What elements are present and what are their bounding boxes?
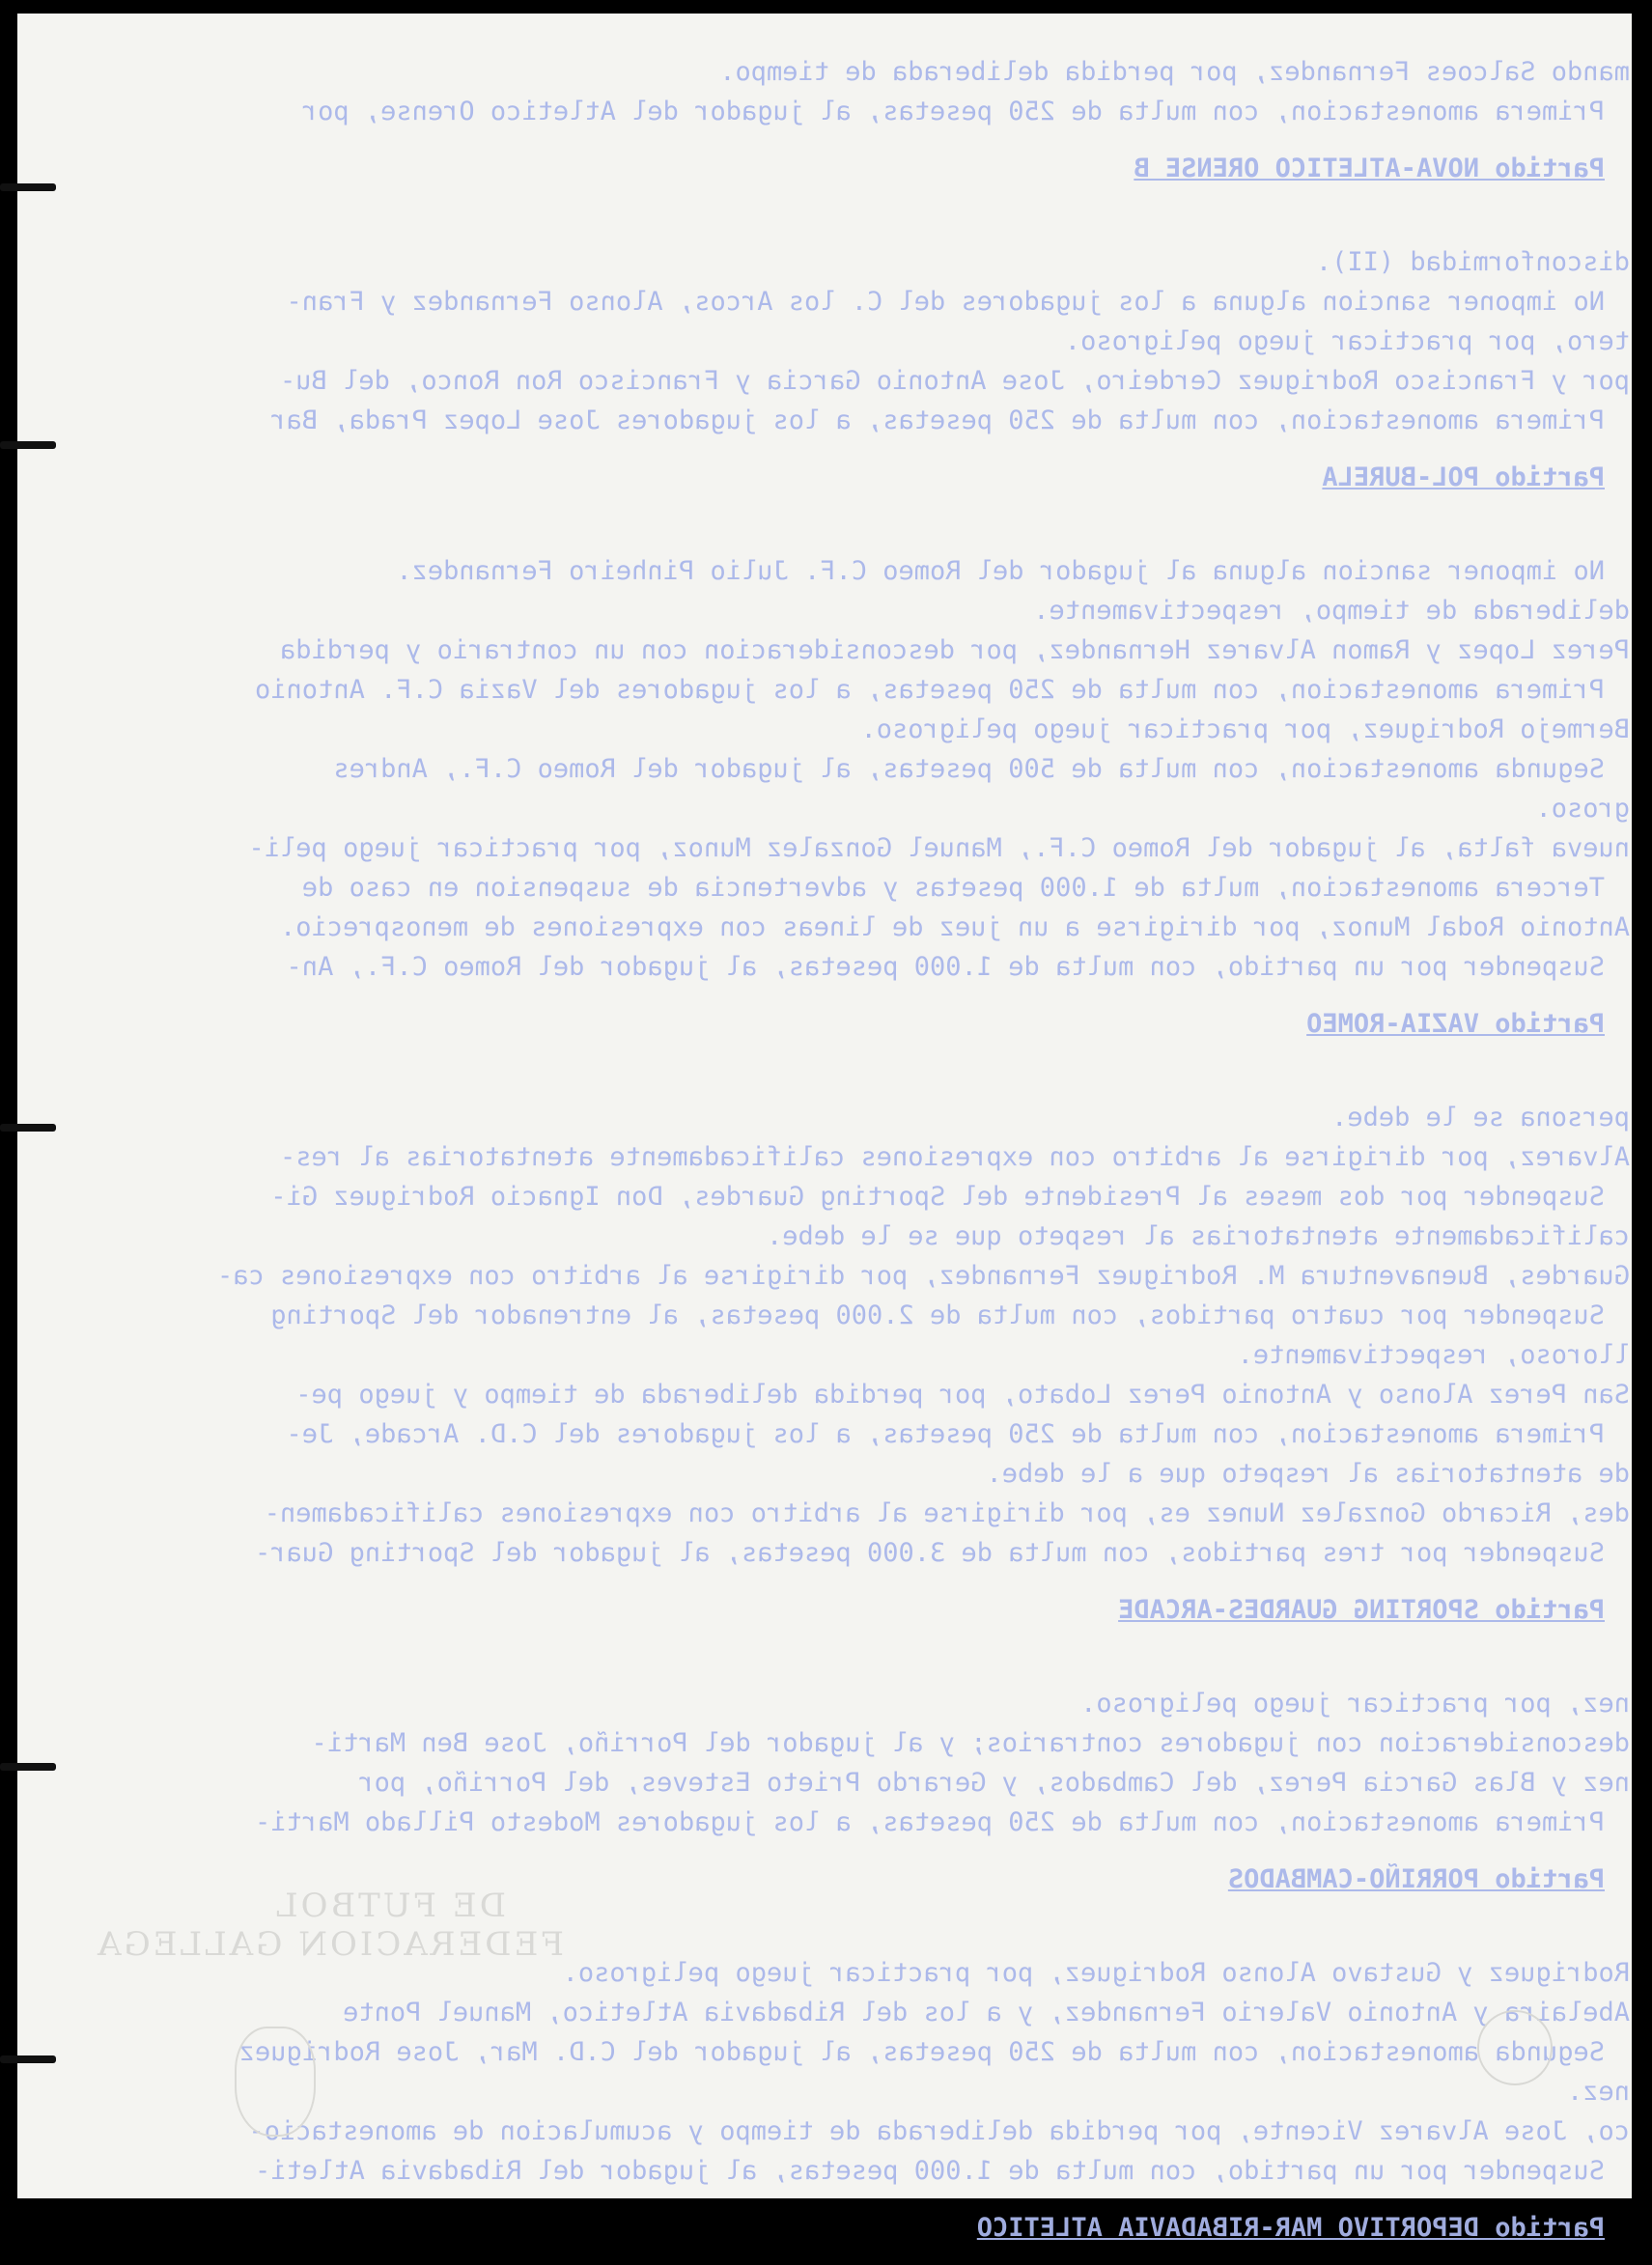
text-line: nez. bbox=[1566, 2077, 1630, 2107]
text-line: co, Jose Alvarez Vicente, por perdida deliberada de tiempo y acumulacion de amonestacio- bbox=[248, 2116, 1630, 2146]
text-line: nez y Blas Garcia Perez, del Cambados, y Gerardo Prieto Esteves, del Porriño, por bbox=[358, 1768, 1630, 1798]
binder-hole-1 bbox=[0, 183, 56, 191]
section-heading: Partido PORRIÑO-CAMBADOS bbox=[1227, 1864, 1605, 1894]
federation-emblem bbox=[235, 2027, 316, 2137]
text-line: San Perez Alonso y Antonio Perez Lobato, por perdida deliberada de tiempo y juego pe- bbox=[295, 1380, 1630, 1410]
text-line: deliberada de tiempo, respectivamente. bbox=[1033, 596, 1630, 626]
text-line: desconsideracion con jugadores contrarios; y al jugador del Porriño, Jose Ben Marti- bbox=[311, 1728, 1630, 1758]
document-page bbox=[17, 14, 1632, 2243]
text-line: No imponer sancion alguna a los jugadores del C. los Arcos, Alonso Fernandez y Fran- bbox=[286, 287, 1605, 317]
section-heading: Partido NOVA-ATLETICO ORENSE B bbox=[1134, 154, 1605, 183]
text-line: disconformidad (II). bbox=[1315, 247, 1630, 277]
text-line: Suspender por tres partidos, con multa de 3.000 pesetas, al jugador del Sporting Guar- bbox=[255, 1538, 1605, 1568]
text-line: calificadamente atentatorias al respeto que se le debe. bbox=[766, 1221, 1630, 1251]
letterhead-line-2: FEDERACION GALLEGA bbox=[95, 1925, 564, 1964]
text-line: Suspender por dos meses al Presidente del Sporting Guardes, Don Ignacio Rodriguez Gi- bbox=[270, 1182, 1605, 1212]
text-line: Primera amonestacion, con multa de 250 pesetas, a los jugadores Jose Lopez Prada, Bar bbox=[270, 405, 1605, 435]
text-line bbox=[210, 1647, 1630, 1684]
text-line: Guardes, Buenaventura M. Rodriguez Fernandez, por dirigirse al arbitro con expresiones ca- bbox=[217, 1261, 1630, 1291]
text-line bbox=[210, 515, 1630, 551]
text-line: Antonio Rodal Munoz, por dirigirse a un juez de lineas con expresiones de menosprecio. bbox=[280, 912, 1630, 942]
text-line bbox=[210, 206, 1630, 242]
text-line: Bermejo Rodriguez, por practicar juego peligroso. bbox=[860, 714, 1630, 744]
text-line: mando Salcoes Fernandez, por perdida deliberada de tiempo. bbox=[719, 57, 1630, 87]
binder-hole-3 bbox=[0, 1124, 56, 1132]
text-line: Primera amonestacion, con multa de 250 pesetas, a los jugadores Modesto Pillado Marti- bbox=[255, 1807, 1605, 1837]
section-heading: Partido SPORTING GUARDES-ARCADE bbox=[1118, 1595, 1605, 1625]
text-line: lloroso, respectivamente. bbox=[1237, 1340, 1630, 1370]
letterhead bbox=[95, 1887, 564, 1964]
text-line: Suspender por cuatro partidos, con multa de 2.000 pesetas, al entrenador del Sporting bbox=[270, 1300, 1605, 1330]
text-line: Segunda amonestacion, con multa de 250 pesetas, al jugador del C.D. Mar, Jose Rodriguez bbox=[238, 2037, 1605, 2067]
stamp-seal bbox=[1477, 2010, 1553, 2085]
text-line: des, Ricardo Gonzalez Nunez es, por dirigirse al arbitro con expresiones calificadamen- bbox=[264, 1498, 1630, 1528]
text-line: de atentatorias al respeto que a le debe. bbox=[986, 1459, 1630, 1489]
text-line bbox=[210, 1061, 1630, 1098]
text-line: No imponer sancion alguna al jugador del Romeo C.F. Julio Pinheiro Fernandez. bbox=[396, 556, 1605, 586]
text-line: nueva falta, al jugador del Romeo C.F., Manuel Gonzalez Munoz, por practicar juego peli- bbox=[248, 833, 1630, 863]
text-line: por y Francisco Rodriguez Cerdeiro, Jose Antonio Garcia y Francisco Ron Ronco, del Bu- bbox=[280, 366, 1630, 396]
text-line: persona se le debe. bbox=[1331, 1103, 1630, 1132]
section-heading: Partido VAZIA-ROMEO bbox=[1306, 1009, 1605, 1039]
text-line: tero, por practicar juego peligroso. bbox=[1064, 326, 1630, 356]
text-line: Segunda amonestacion, con multa de 500 pesetas, al jugador del Romeo C.F., Andres bbox=[333, 754, 1605, 784]
text-line: Suspender por un partido, con multa de 1.000 pesetas, al jugador del Romeo C.F., An- bbox=[286, 952, 1605, 982]
text-line: Primera amonestacion, con multa de 250 pesetas, a los jugadores del C.D. Arcade, Je- bbox=[286, 1419, 1605, 1449]
letterhead-line-1: DE FUTBOL bbox=[273, 1887, 506, 1925]
section-heading: Partido POL-BURELA bbox=[1322, 462, 1605, 492]
text-line: Alvarez, por dirigirse al arbitro con expresiones calificadamente atentatorias al res- bbox=[280, 1142, 1630, 1172]
text-line: nez, por practicar juego peligroso. bbox=[1080, 1689, 1630, 1719]
text-line: Suspender por un partido, con multa de 1.000 pesetas, al jugador del Ribadavia Atleti- bbox=[255, 2156, 1605, 2186]
text-line: Primera amonestacion, con multa de 250 pesetas, a los jugadores del Vazia C.F. Antonio bbox=[255, 675, 1605, 705]
text-line: groso. bbox=[1535, 794, 1630, 824]
text-line: Perez Lopez y Ramon Alvarez Hernandez, por desconsideracion con un contrario y perdida bbox=[280, 635, 1630, 665]
text-line: Primera amonestacion, con multa de 250 pesetas, al jugador del Atletico Orense, por bbox=[301, 97, 1605, 126]
binder-hole-5 bbox=[0, 2055, 56, 2063]
text-line: Abelaira y Antonio Valerio Fernandez, y a los del Ribadavia Atletico, Manuel Ponte bbox=[343, 1998, 1630, 2027]
binder-hole-4 bbox=[0, 1763, 56, 1771]
binder-hole-2 bbox=[0, 441, 56, 449]
text-line: Tercera amonestacion, multa de 1.000 pesetas y advertencia de suspension en caso de bbox=[301, 873, 1605, 903]
text-line: Rodriguez y Gustavo Alonso Rodriguez, por practicar juego peligroso. bbox=[562, 1958, 1630, 1988]
section-heading: Partido DEPORTIVO MAR-RIBADAVIA ATLETICO bbox=[976, 2213, 1605, 2243]
